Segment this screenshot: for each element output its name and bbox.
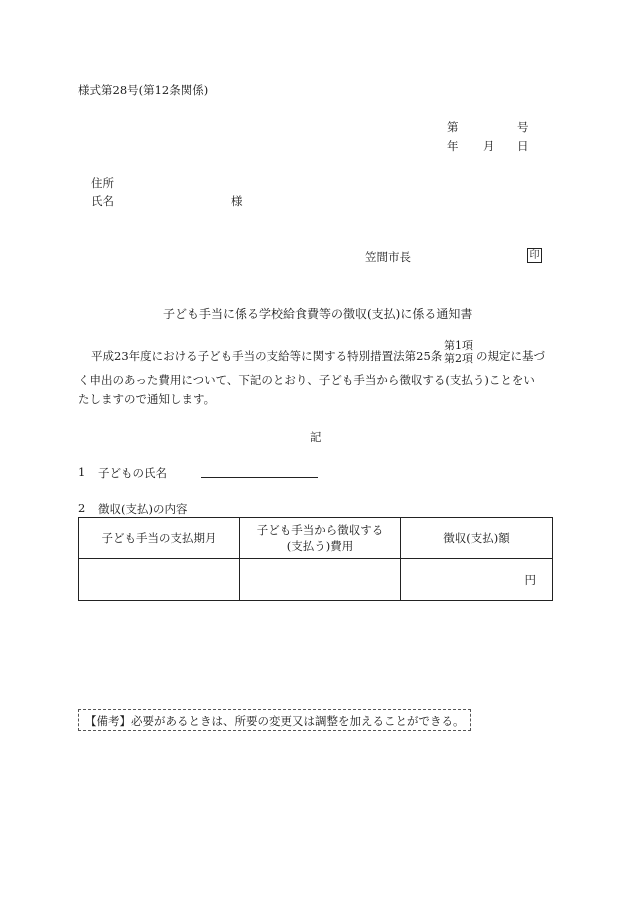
body-line3: たしますので通知します。: [78, 392, 216, 406]
document-title: 子ども手当に係る学校給食費等の徴収(支払)に係る通知書: [163, 307, 473, 321]
clause-top: 第1項: [444, 339, 473, 352]
date-month: 月: [483, 139, 495, 153]
remark-box: 【備考】必要があるときは、所要の変更又は調整を加えることができる。: [78, 709, 471, 731]
item1-label: 子どもの氏名: [98, 466, 167, 480]
form-number: 様式第28号(第12条関係): [78, 83, 209, 97]
ki-label: 記: [310, 430, 322, 444]
body-line1-pre: 平成23年度における子ども手当の支給等に関する特別措置法第25条: [91, 349, 443, 363]
name-label: 氏名: [91, 194, 114, 208]
cell-expense: [240, 559, 401, 601]
content-table: [78, 517, 553, 601]
header-expense: 子ども手当から徴収する (支払う)費用: [240, 518, 401, 559]
date-year: 年: [447, 139, 459, 153]
body-line1-post: の規定に基づ: [476, 349, 545, 363]
cell-payment-month: [79, 559, 240, 601]
honorific: 様: [231, 194, 243, 208]
yen-unit: 円: [524, 572, 536, 587]
date-day: 日: [517, 139, 529, 153]
table-header-row: [79, 518, 553, 559]
header-payment-month: 子ども手当の支払期月: [79, 518, 240, 559]
item1-number: 1: [78, 465, 86, 479]
doc-number-suffix: 号: [517, 120, 529, 134]
doc-number-prefix: 第: [447, 120, 459, 134]
body-line2: く申出のあった費用について、下記のとおり、子ども手当から徴収する(支払う)ことをい: [78, 373, 535, 387]
clause-stack: [444, 339, 473, 365]
table-row: [79, 559, 553, 601]
header-amount: 徴収(支払)額: [401, 518, 553, 559]
child-name-blank: [201, 463, 318, 478]
item2-number: 2: [78, 501, 86, 515]
item2-label: 徴収(支払)の内容: [98, 502, 188, 516]
sender-title: 笠間市長: [365, 250, 411, 264]
address-label: 住所: [91, 176, 114, 190]
clause-bottom: 第2項: [444, 352, 473, 365]
seal-stamp: 印: [527, 248, 542, 263]
cell-amount: [401, 559, 553, 601]
